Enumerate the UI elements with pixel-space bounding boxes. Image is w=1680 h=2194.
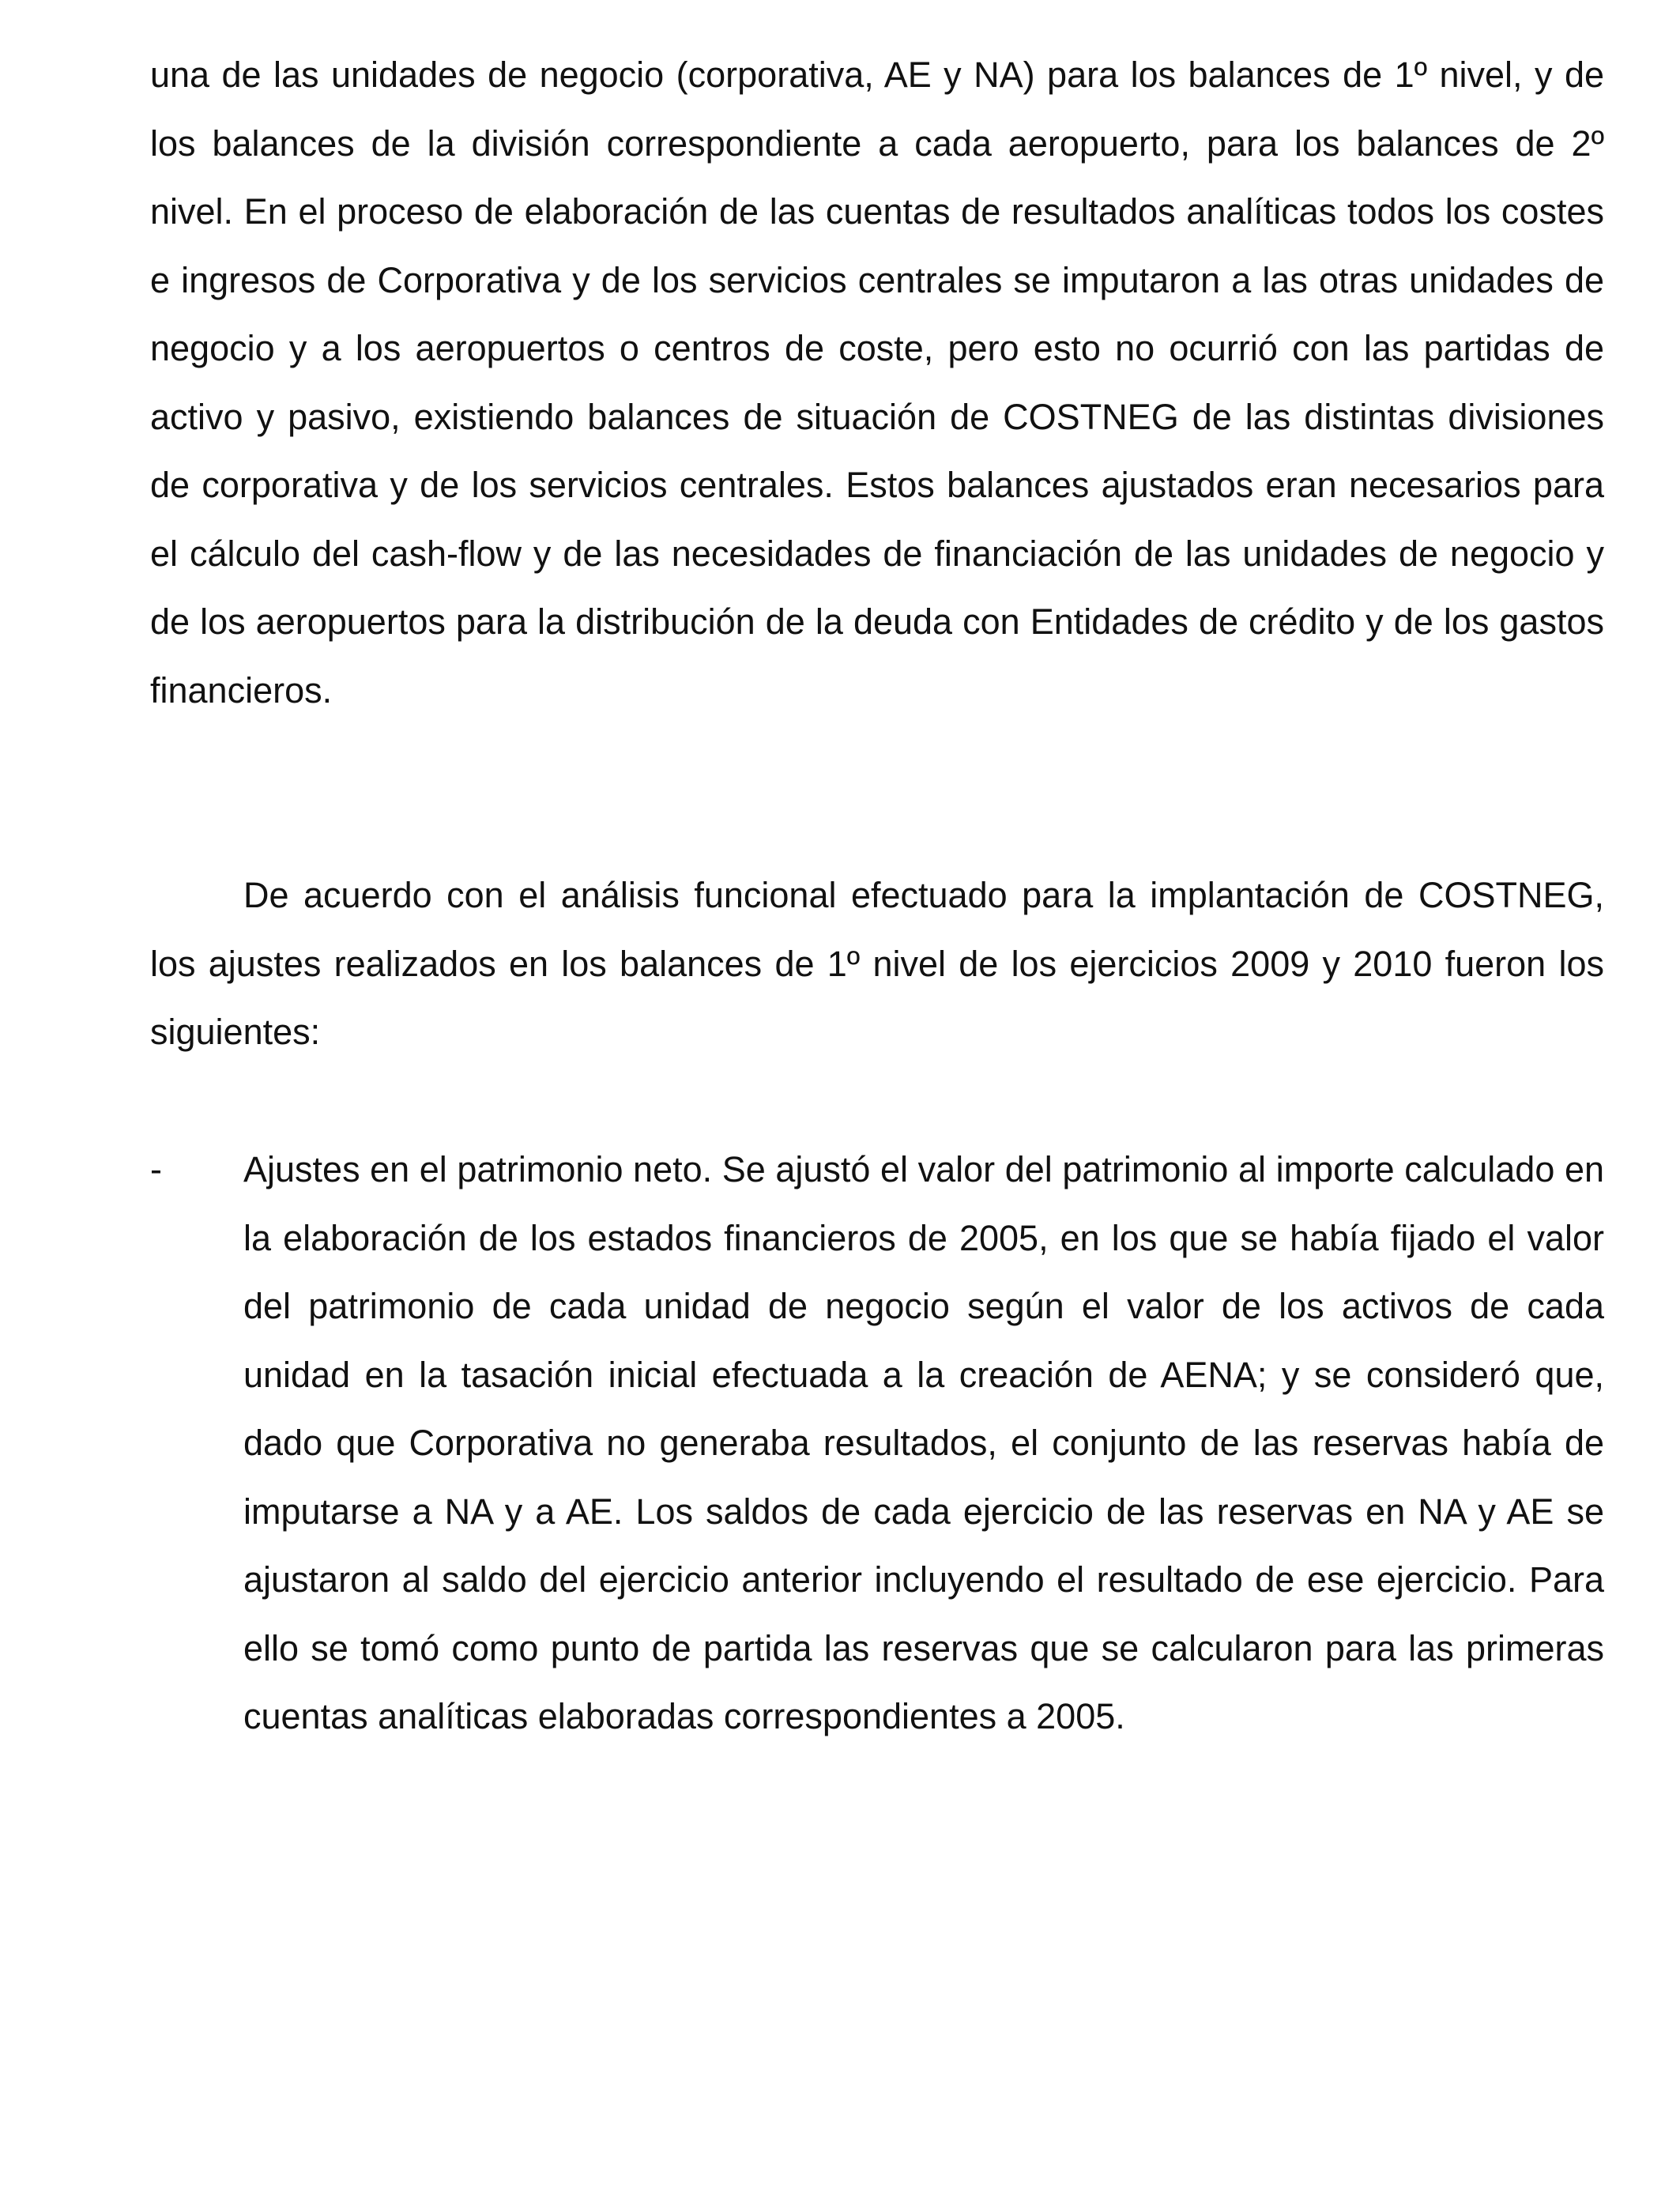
paragraph-adjustments-intro: De acuerdo con el análisis funcional efectuado para la implantación de COSTNEG, los ajustes realizados en los balances de 1º nivel de los ejercicios 2009 y 2010 fueron los siguientes: xyxy=(150,875,1604,1052)
bullet-marker: - xyxy=(150,1149,162,1189)
paragraph-intro: una de las unidades de negocio (corporativa, AE y NA) para los balances de 1º nivel, y de los balances de la división correspondiente a cada aeropuerto, para los balances de 2º nivel. En el proceso de elaboración de las cuentas de resultados analíticas todos los costes e ingresos de Corporativa y de los servicios centrales se imputaron a las otras unidades de negocio y a los aeropuertos o centros de coste, pero esto no ocurrió con las partidas de activo y pasivo, existiendo balances de situación de COSTNEG de las distintas divisiones de corporativa y de los servicios centrales. Estos balances ajustados eran necesarios para el cálculo del cash-flow y de las necesidades de financiación de las unidades de negocio y de los aeropuertos para la distribución de la deuda con Entidades de crédito y de los gastos financieros. xyxy=(150,55,1604,711)
bullet-item-equity-adjustments: Ajustes en el patrimonio neto. Se ajustó el valor del patrimonio al importe calculado en la elaboración de los estados financieros de 2005, en los que se había fijado el valor del patrimonio de cada unidad de negocio según el valor de los activos de cada unidad en la tasación inicial efectuada a la creación de AENA; y se consideró que, dado que Corporativa no generaba resultados, el conjunto de las reservas había de imputarse a NA y a AE. Los saldos de cada ejercicio de las reservas en NA y AE se ajustaron al saldo del ejercicio anterior incluyendo el resultado de ese ejercicio. Para ello se tomó como punto de partida las reservas que se calcularon para las primeras cuentas analíticas elaboradas correspondientes a 2005. xyxy=(243,1149,1604,1736)
